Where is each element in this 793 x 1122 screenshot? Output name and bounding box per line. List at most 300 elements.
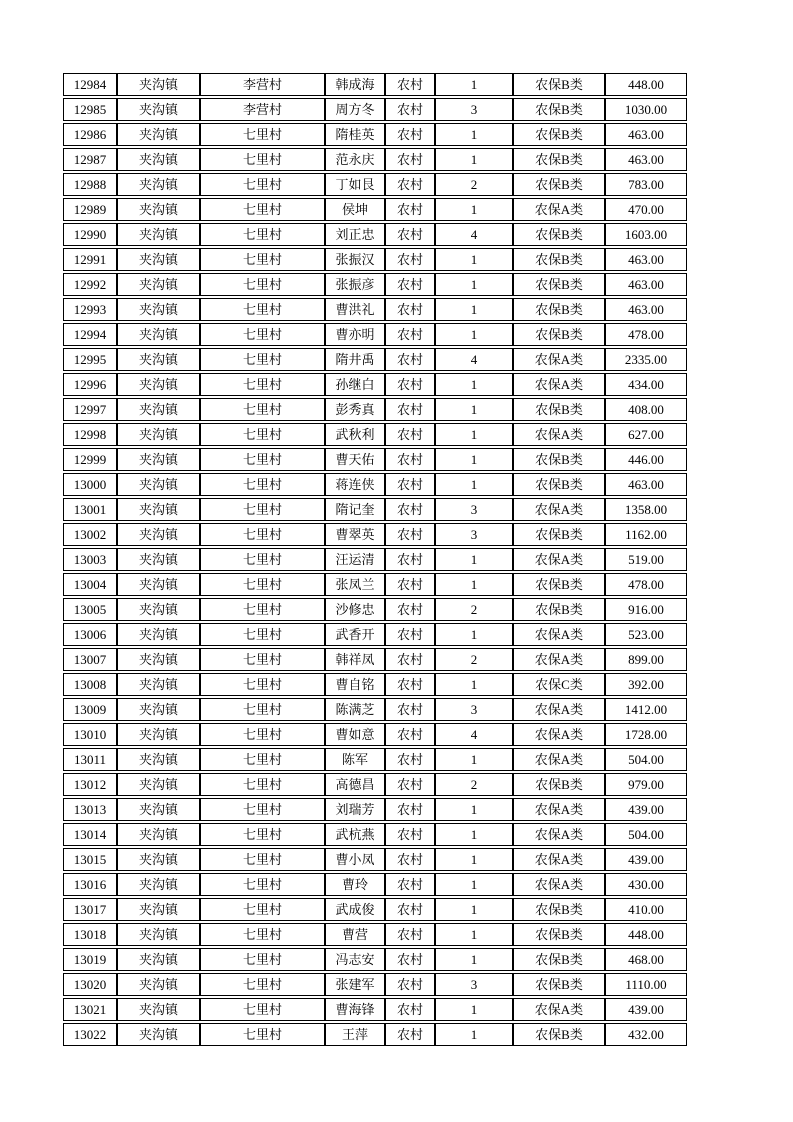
cell-village: 七里村 [200, 573, 325, 596]
cell-name: 曹自铭 [325, 673, 385, 696]
cell-name: 侯坤 [325, 198, 385, 221]
cell-village: 七里村 [200, 373, 325, 396]
cell-name: 张建军 [325, 973, 385, 996]
cell-name: 曹营 [325, 923, 385, 946]
cell-id: 13001 [63, 498, 117, 521]
cell-village: 七里村 [200, 948, 325, 971]
cell-id: 12998 [63, 423, 117, 446]
cell-name: 武杭燕 [325, 823, 385, 846]
cell-category: 农保B类 [513, 923, 605, 946]
cell-id: 12996 [63, 373, 117, 396]
table-row [63, 273, 687, 296]
cell-residence: 农村 [385, 198, 435, 221]
cell-id: 13020 [63, 973, 117, 996]
cell-id: 13010 [63, 723, 117, 746]
cell-count: 1 [435, 273, 513, 296]
cell-town: 夹沟镇 [117, 948, 200, 971]
cell-name: 曹洪礼 [325, 298, 385, 321]
cell-amount: 463.00 [605, 148, 687, 171]
table-row [63, 198, 687, 221]
cell-residence: 农村 [385, 698, 435, 721]
cell-name: 曹天佑 [325, 448, 385, 471]
cell-residence: 农村 [385, 898, 435, 921]
cell-count: 1 [435, 623, 513, 646]
cell-town: 夹沟镇 [117, 223, 200, 246]
cell-count: 1 [435, 873, 513, 896]
cell-town: 夹沟镇 [117, 98, 200, 121]
cell-town: 夹沟镇 [117, 423, 200, 446]
cell-residence: 农村 [385, 348, 435, 371]
cell-name: 隋记奎 [325, 498, 385, 521]
cell-count: 1 [435, 123, 513, 146]
cell-town: 夹沟镇 [117, 798, 200, 821]
cell-count: 1 [435, 823, 513, 846]
table-row [63, 848, 687, 871]
cell-residence: 农村 [385, 523, 435, 546]
cell-village: 七里村 [200, 1023, 325, 1046]
table-row [63, 723, 687, 746]
cell-category: 农保B类 [513, 123, 605, 146]
cell-name: 曹翠英 [325, 523, 385, 546]
cell-residence: 农村 [385, 73, 435, 96]
table-row [63, 1023, 687, 1046]
cell-name: 陈军 [325, 748, 385, 771]
cell-residence: 农村 [385, 623, 435, 646]
cell-village: 七里村 [200, 848, 325, 871]
cell-town: 夹沟镇 [117, 473, 200, 496]
cell-name: 汪运清 [325, 548, 385, 571]
cell-name: 沙修忠 [325, 598, 385, 621]
table-row [63, 773, 687, 796]
cell-count: 2 [435, 598, 513, 621]
cell-count: 1 [435, 423, 513, 446]
cell-count: 1 [435, 248, 513, 271]
cell-name: 张凤兰 [325, 573, 385, 596]
cell-village: 七里村 [200, 773, 325, 796]
cell-id: 13021 [63, 998, 117, 1021]
cell-count: 1 [435, 148, 513, 171]
cell-count: 1 [435, 398, 513, 421]
table-row [63, 323, 687, 346]
cell-village: 七里村 [200, 423, 325, 446]
cell-residence: 农村 [385, 848, 435, 871]
cell-count: 2 [435, 173, 513, 196]
cell-town: 夹沟镇 [117, 823, 200, 846]
cell-count: 2 [435, 773, 513, 796]
cell-amount: 1412.00 [605, 698, 687, 721]
cell-count: 1 [435, 573, 513, 596]
cell-count: 1 [435, 448, 513, 471]
cell-town: 夹沟镇 [117, 973, 200, 996]
cell-category: 农保A类 [513, 548, 605, 571]
cell-residence: 农村 [385, 923, 435, 946]
cell-category: 农保B类 [513, 148, 605, 171]
cell-town: 夹沟镇 [117, 723, 200, 746]
cell-count: 1 [435, 548, 513, 571]
cell-count: 1 [435, 1023, 513, 1046]
cell-town: 夹沟镇 [117, 173, 200, 196]
cell-residence: 农村 [385, 423, 435, 446]
cell-name: 周方冬 [325, 98, 385, 121]
cell-category: 农保A类 [513, 823, 605, 846]
table-row [63, 598, 687, 621]
cell-id: 13017 [63, 898, 117, 921]
table-row [63, 673, 687, 696]
cell-amount: 463.00 [605, 248, 687, 271]
cell-residence: 农村 [385, 798, 435, 821]
cell-village: 七里村 [200, 798, 325, 821]
cell-residence: 农村 [385, 273, 435, 296]
cell-village: 七里村 [200, 598, 325, 621]
cell-village: 七里村 [200, 398, 325, 421]
cell-amount: 463.00 [605, 473, 687, 496]
cell-name: 隋井禹 [325, 348, 385, 371]
cell-village: 七里村 [200, 548, 325, 571]
cell-id: 12992 [63, 273, 117, 296]
cell-category: 农保A类 [513, 498, 605, 521]
cell-category: 农保A类 [513, 623, 605, 646]
cell-amount: 1358.00 [605, 498, 687, 521]
table-body [63, 73, 687, 1046]
cell-id: 12995 [63, 348, 117, 371]
table-row [63, 223, 687, 246]
table-row [63, 123, 687, 146]
cell-id: 13014 [63, 823, 117, 846]
cell-count: 1 [435, 198, 513, 221]
cell-village: 七里村 [200, 248, 325, 271]
cell-name: 刘瑞芳 [325, 798, 385, 821]
cell-amount: 916.00 [605, 598, 687, 621]
cell-name: 高德昌 [325, 773, 385, 796]
cell-count: 1 [435, 673, 513, 696]
cell-residence: 农村 [385, 648, 435, 671]
table-row [63, 748, 687, 771]
cell-id: 13012 [63, 773, 117, 796]
cell-id: 13013 [63, 798, 117, 821]
table-row [63, 873, 687, 896]
table-row [63, 698, 687, 721]
cell-count: 1 [435, 373, 513, 396]
cell-count: 1 [435, 998, 513, 1021]
cell-amount: 448.00 [605, 73, 687, 96]
cell-residence: 农村 [385, 298, 435, 321]
cell-amount: 392.00 [605, 673, 687, 696]
table-row [63, 173, 687, 196]
table-row [63, 348, 687, 371]
cell-amount: 463.00 [605, 298, 687, 321]
cell-town: 夹沟镇 [117, 348, 200, 371]
cell-village: 七里村 [200, 648, 325, 671]
cell-village: 七里村 [200, 898, 325, 921]
table-row [63, 473, 687, 496]
cell-count: 1 [435, 473, 513, 496]
table-row [63, 398, 687, 421]
cell-amount: 1603.00 [605, 223, 687, 246]
cell-id: 12984 [63, 73, 117, 96]
cell-category: 农保A类 [513, 198, 605, 221]
cell-residence: 农村 [385, 373, 435, 396]
cell-town: 夹沟镇 [117, 673, 200, 696]
cell-amount: 434.00 [605, 373, 687, 396]
cell-amount: 432.00 [605, 1023, 687, 1046]
cell-category: 农保B类 [513, 473, 605, 496]
cell-village: 七里村 [200, 873, 325, 896]
cell-id: 12987 [63, 148, 117, 171]
cell-id: 12989 [63, 198, 117, 221]
table-row [63, 923, 687, 946]
cell-residence: 农村 [385, 248, 435, 271]
cell-amount: 2335.00 [605, 348, 687, 371]
cell-id: 12999 [63, 448, 117, 471]
cell-id: 13015 [63, 848, 117, 871]
cell-name: 曹海锋 [325, 998, 385, 1021]
table-row [63, 248, 687, 271]
cell-category: 农保A类 [513, 648, 605, 671]
cell-count: 1 [435, 898, 513, 921]
cell-town: 夹沟镇 [117, 848, 200, 871]
cell-residence: 农村 [385, 323, 435, 346]
cell-town: 夹沟镇 [117, 1023, 200, 1046]
cell-residence: 农村 [385, 823, 435, 846]
cell-id: 12988 [63, 173, 117, 196]
cell-category: 农保B类 [513, 173, 605, 196]
cell-village: 李营村 [200, 73, 325, 96]
table-row [63, 373, 687, 396]
cell-category: 农保B类 [513, 1023, 605, 1046]
cell-category: 农保B类 [513, 398, 605, 421]
cell-residence: 农村 [385, 573, 435, 596]
cell-category: 农保B类 [513, 273, 605, 296]
cell-id: 13018 [63, 923, 117, 946]
cell-amount: 430.00 [605, 873, 687, 896]
cell-name: 陈满芝 [325, 698, 385, 721]
cell-name: 武成俊 [325, 898, 385, 921]
cell-id: 13002 [63, 523, 117, 546]
cell-amount: 1162.00 [605, 523, 687, 546]
cell-count: 1 [435, 298, 513, 321]
cell-residence: 农村 [385, 148, 435, 171]
cell-id: 12991 [63, 248, 117, 271]
cell-count: 1 [435, 798, 513, 821]
cell-town: 夹沟镇 [117, 123, 200, 146]
table-row [63, 298, 687, 321]
cell-amount: 519.00 [605, 548, 687, 571]
cell-count: 3 [435, 973, 513, 996]
cell-name: 隋桂英 [325, 123, 385, 146]
table-row [63, 98, 687, 121]
cell-category: 农保B类 [513, 773, 605, 796]
cell-count: 1 [435, 323, 513, 346]
cell-village: 七里村 [200, 323, 325, 346]
cell-name: 孙继白 [325, 373, 385, 396]
cell-village: 七里村 [200, 698, 325, 721]
table-row [63, 498, 687, 521]
cell-amount: 470.00 [605, 198, 687, 221]
cell-name: 韩成海 [325, 73, 385, 96]
cell-id: 13005 [63, 598, 117, 621]
cell-village: 七里村 [200, 198, 325, 221]
cell-name: 曹小凤 [325, 848, 385, 871]
cell-id: 13011 [63, 748, 117, 771]
cell-count: 3 [435, 698, 513, 721]
cell-residence: 农村 [385, 173, 435, 196]
table-row [63, 448, 687, 471]
cell-count: 1 [435, 748, 513, 771]
cell-town: 夹沟镇 [117, 298, 200, 321]
cell-category: 农保B类 [513, 98, 605, 121]
cell-amount: 468.00 [605, 948, 687, 971]
table-row [63, 523, 687, 546]
cell-village: 七里村 [200, 998, 325, 1021]
cell-village: 七里村 [200, 748, 325, 771]
table-row [63, 898, 687, 921]
cell-id: 13000 [63, 473, 117, 496]
cell-residence: 农村 [385, 498, 435, 521]
cell-town: 夹沟镇 [117, 198, 200, 221]
cell-category: 农保A类 [513, 723, 605, 746]
cell-id: 13006 [63, 623, 117, 646]
cell-residence: 农村 [385, 673, 435, 696]
cell-village: 七里村 [200, 298, 325, 321]
cell-category: 农保B类 [513, 323, 605, 346]
cell-town: 夹沟镇 [117, 773, 200, 796]
cell-town: 夹沟镇 [117, 398, 200, 421]
cell-count: 1 [435, 848, 513, 871]
cell-id: 13022 [63, 1023, 117, 1046]
cell-residence: 农村 [385, 948, 435, 971]
cell-village: 七里村 [200, 723, 325, 746]
cell-count: 3 [435, 523, 513, 546]
cell-residence: 农村 [385, 1023, 435, 1046]
cell-village: 七里村 [200, 348, 325, 371]
cell-town: 夹沟镇 [117, 248, 200, 271]
cell-category: 农保B类 [513, 523, 605, 546]
cell-amount: 504.00 [605, 823, 687, 846]
table-row [63, 73, 687, 96]
cell-amount: 783.00 [605, 173, 687, 196]
table-row [63, 823, 687, 846]
cell-category: 农保B类 [513, 448, 605, 471]
cell-name: 韩祥凤 [325, 648, 385, 671]
cell-residence: 农村 [385, 598, 435, 621]
cell-town: 夹沟镇 [117, 923, 200, 946]
cell-category: 农保B类 [513, 973, 605, 996]
cell-amount: 899.00 [605, 648, 687, 671]
table-row [63, 148, 687, 171]
cell-name: 曹玲 [325, 873, 385, 896]
cell-category: 农保C类 [513, 673, 605, 696]
cell-town: 夹沟镇 [117, 573, 200, 596]
cell-village: 七里村 [200, 173, 325, 196]
cell-amount: 408.00 [605, 398, 687, 421]
cell-name: 武香开 [325, 623, 385, 646]
cell-category: 农保A类 [513, 998, 605, 1021]
table-row [63, 623, 687, 646]
cell-amount: 979.00 [605, 773, 687, 796]
cell-town: 夹沟镇 [117, 898, 200, 921]
cell-residence: 农村 [385, 748, 435, 771]
cell-category: 农保B类 [513, 223, 605, 246]
cell-category: 农保B类 [513, 598, 605, 621]
cell-count: 1 [435, 948, 513, 971]
cell-residence: 农村 [385, 998, 435, 1021]
cell-id: 12990 [63, 223, 117, 246]
cell-id: 12997 [63, 398, 117, 421]
cell-category: 农保A类 [513, 798, 605, 821]
cell-residence: 农村 [385, 448, 435, 471]
cell-name: 彭秀真 [325, 398, 385, 421]
cell-name: 曹亦明 [325, 323, 385, 346]
cell-town: 夹沟镇 [117, 448, 200, 471]
cell-id: 12994 [63, 323, 117, 346]
cell-name: 张振汉 [325, 248, 385, 271]
cell-village: 七里村 [200, 973, 325, 996]
cell-amount: 439.00 [605, 998, 687, 1021]
cell-category: 农保A类 [513, 373, 605, 396]
cell-name: 武秋利 [325, 423, 385, 446]
cell-town: 夹沟镇 [117, 73, 200, 96]
insurance-roster-table [63, 71, 687, 1048]
cell-town: 夹沟镇 [117, 623, 200, 646]
cell-name: 丁如艮 [325, 173, 385, 196]
cell-name: 曹如意 [325, 723, 385, 746]
cell-town: 夹沟镇 [117, 548, 200, 571]
cell-town: 夹沟镇 [117, 523, 200, 546]
cell-id: 13003 [63, 548, 117, 571]
cell-amount: 1030.00 [605, 98, 687, 121]
table-row [63, 548, 687, 571]
cell-count: 4 [435, 723, 513, 746]
cell-category: 农保A类 [513, 748, 605, 771]
cell-town: 夹沟镇 [117, 648, 200, 671]
cell-amount: 627.00 [605, 423, 687, 446]
cell-count: 3 [435, 98, 513, 121]
table-row [63, 798, 687, 821]
cell-count: 1 [435, 73, 513, 96]
cell-residence: 农村 [385, 773, 435, 796]
cell-amount: 463.00 [605, 273, 687, 296]
table-row [63, 998, 687, 1021]
cell-amount: 439.00 [605, 848, 687, 871]
cell-name: 王萍 [325, 1023, 385, 1046]
cell-town: 夹沟镇 [117, 998, 200, 1021]
cell-category: 农保B类 [513, 298, 605, 321]
table-row [63, 423, 687, 446]
cell-residence: 农村 [385, 548, 435, 571]
cell-id: 13008 [63, 673, 117, 696]
cell-name: 刘正忠 [325, 223, 385, 246]
cell-id: 13009 [63, 698, 117, 721]
cell-name: 范永庆 [325, 148, 385, 171]
cell-residence: 农村 [385, 98, 435, 121]
cell-category: 农保B类 [513, 248, 605, 271]
cell-id: 12993 [63, 298, 117, 321]
table-row [63, 973, 687, 996]
cell-village: 七里村 [200, 673, 325, 696]
cell-residence: 农村 [385, 973, 435, 996]
cell-amount: 448.00 [605, 923, 687, 946]
cell-town: 夹沟镇 [117, 273, 200, 296]
cell-category: 农保B类 [513, 948, 605, 971]
table-row [63, 948, 687, 971]
cell-village: 七里村 [200, 448, 325, 471]
cell-id: 12986 [63, 123, 117, 146]
cell-id: 13019 [63, 948, 117, 971]
cell-category: 农保A类 [513, 698, 605, 721]
cell-town: 夹沟镇 [117, 748, 200, 771]
cell-id: 12985 [63, 98, 117, 121]
cell-name: 张振彦 [325, 273, 385, 296]
